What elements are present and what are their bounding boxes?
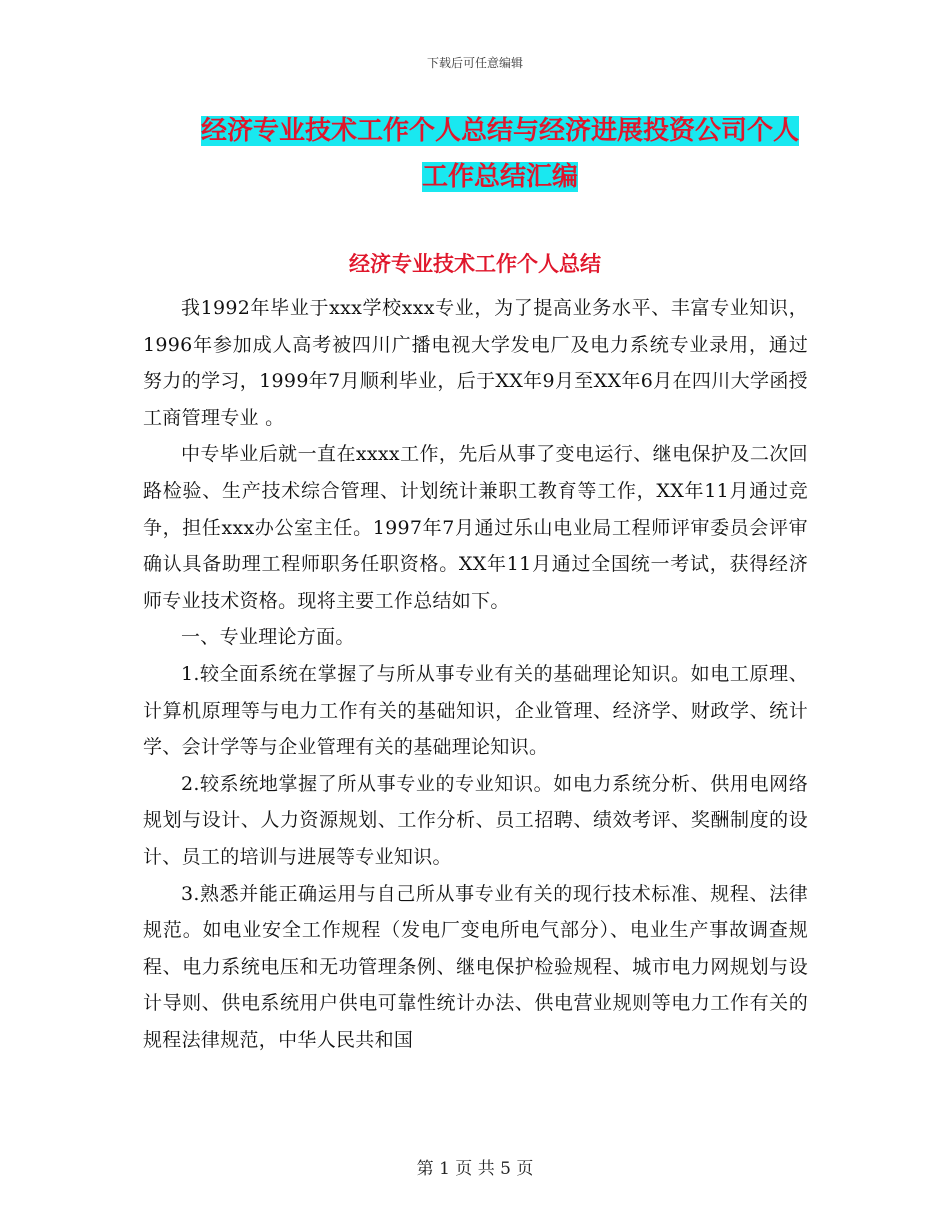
- body-text: [143, 290, 808, 1058]
- paragraph: 3.熟悉并能正确运用与自己所从事专业有关的现行技术标准、规程、法律规范。如电业安全工作规程（发电厂变电所电气部分）、电业生产事故调查规程、电力系统电压和无功管理条例、继电保护检验规程、城市电力网规划与设计导则、供电系统用户供电可靠性统计办法、供电营业规则等电力工作有关的规程法律规范，中华人民共和国: [143, 882, 808, 1051]
- document-title-line2: 工作总结汇编: [421, 162, 578, 192]
- page-number: 第 1 页 共 5 页: [416, 1159, 534, 1179]
- header-note: 下载后可任意编辑: [426, 56, 523, 70]
- document-title: [140, 108, 860, 200]
- paragraph: 2.较系统地掌握了所从事专业的专业知识。如电力系统分析、供用电网络规划与设计、人力资源规划、工作分析、员工招聘、绩效考评、奖酬制度的设计、员工的培训与进展等专业知识。: [143, 772, 808, 868]
- document-title-line1: 经济专业技术工作个人总结与经济进展投资公司个人: [200, 116, 799, 146]
- paragraph: 我1992年毕业于xxx学校xxx专业，为了提高业务水平、丰富专业知识，1996年参加成人高考被四川广播电视大学发电厂及电力系统专业录用，通过努力的学习，1999年7月顺利毕业，后于XX年9月至XX年6月在四川大学函授工商管理专业 。: [143, 297, 808, 429]
- section-title: 经济专业技术工作个人总结: [349, 252, 601, 276]
- paragraph: 1.较全面系统在掌握了与所从事专业有关的基础理论知识。如电工原理、计算机原理等与电力工作有关的基础知识，企业管理、经济学、财政学、统计学、会计学等与企业管理有关的基础理论知识。: [143, 662, 808, 759]
- paragraph: 一、专业理论方面。: [181, 626, 355, 649]
- paragraph: 中专毕业后就一直在xxxx工作，先后从事了变电运行、继电保护及二次回路检验、生产技术综合管理、计划统计兼职工教育等工作，XX年11月通过竞争，担任xxx办公室主任。1997年7月通过乐山电业局工程师评审委员会评审确认具备助理工程师职务任职资格。XX年11月通过全国统一考试，获得经济师专业技术资格。现将主要工作总结如下。: [143, 443, 808, 612]
